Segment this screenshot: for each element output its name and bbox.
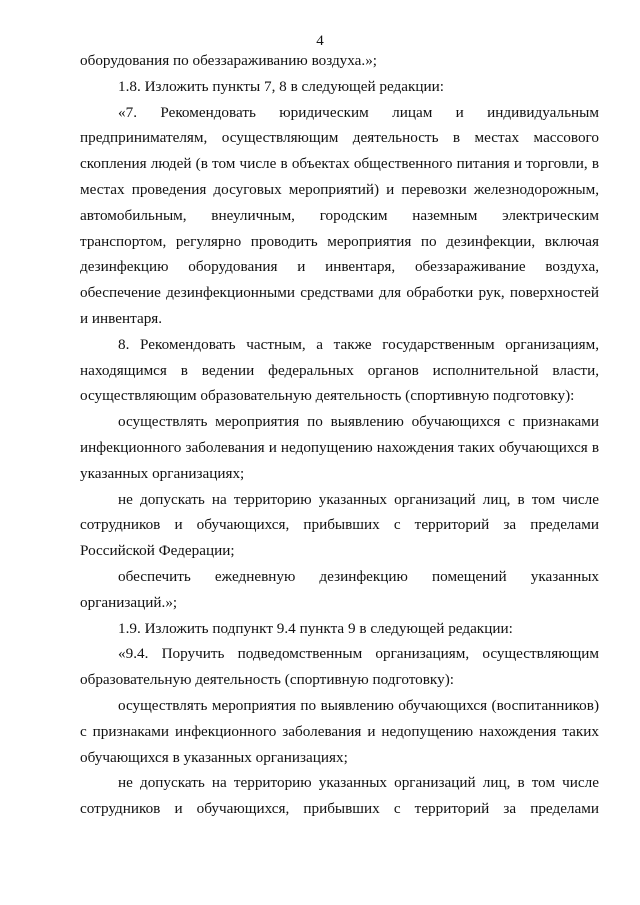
paragraph-item-8-detect: осуществлять мероприятия по выявлению обучающихся с признаками инфекционного заболевания и недопущению нахождения таких обучающихся в указанных организациях; (80, 413, 599, 482)
paragraph-item-1-8: 1.8. Изложить пункты 7, 8 в следующей редакции: (118, 77, 445, 95)
paragraph-continuation: оборудования по обеззараживанию воздуха.»; (80, 52, 378, 69)
paragraph-item-8: 8. Рекомендовать частным, а также государственным организациям, находящимся в ведении федеральных органов исполнительной власти, осуществляющим образовательную деятельность (спортивную подготовку): (80, 335, 599, 405)
page-number: 4 (316, 33, 324, 49)
paragraph-item-1-9: 1.9. Изложить подпункт 9.4 пункта 9 в следующей редакции: (118, 619, 513, 637)
paragraph-item-9-4-no-admit: не допускать на территорию указанных организаций лиц, в том числе сотрудников и обучающихся, прибывших с территорий за пределами (80, 774, 599, 818)
paragraph-item-9-4: «9.4. Поручить подведомственным организациям, осуществляющим образовательную деятельность (спортивную подготовку): (80, 645, 599, 689)
paragraph-item-9-4-detect: осуществлять мероприятия по выявлению обучающихся (воспитанников) с признаками инфекционного заболевания и недопущению нахождения таких обучающихся в указанных организациях; (80, 696, 599, 766)
document-body (80, 48, 599, 822)
paragraph-item-8-disinfection: обеспечить ежедневную дезинфекцию помещений указанных организаций.»; (80, 567, 599, 611)
paragraph-item-8-no-admit: не допускать на территорию указанных организаций лиц, в том числе сотрудников и обучающихся, прибывших с территорий за пределами Российской Федерации; (80, 490, 599, 560)
paragraph-item-7: «7. Рекомендовать юридическим лицам и индивидуальным предпринимателям, осуществляющим деятельность в местах массового скопления людей (в том числе в объектах общественного питания и торговли, в местах проведения досуговых мероприятий) и перевозки железнодорожным, автомобильным, внеуличным, городским наземным электрическим транспортом, регулярно проводить мероприятия по дезинфекции, включая дезинфекцию оборудования и инвентаря, обеззараживание воздуха, обеспечение дезинфекционными средствами для обработки рук, поверхностей и инвентаря. (80, 103, 599, 327)
